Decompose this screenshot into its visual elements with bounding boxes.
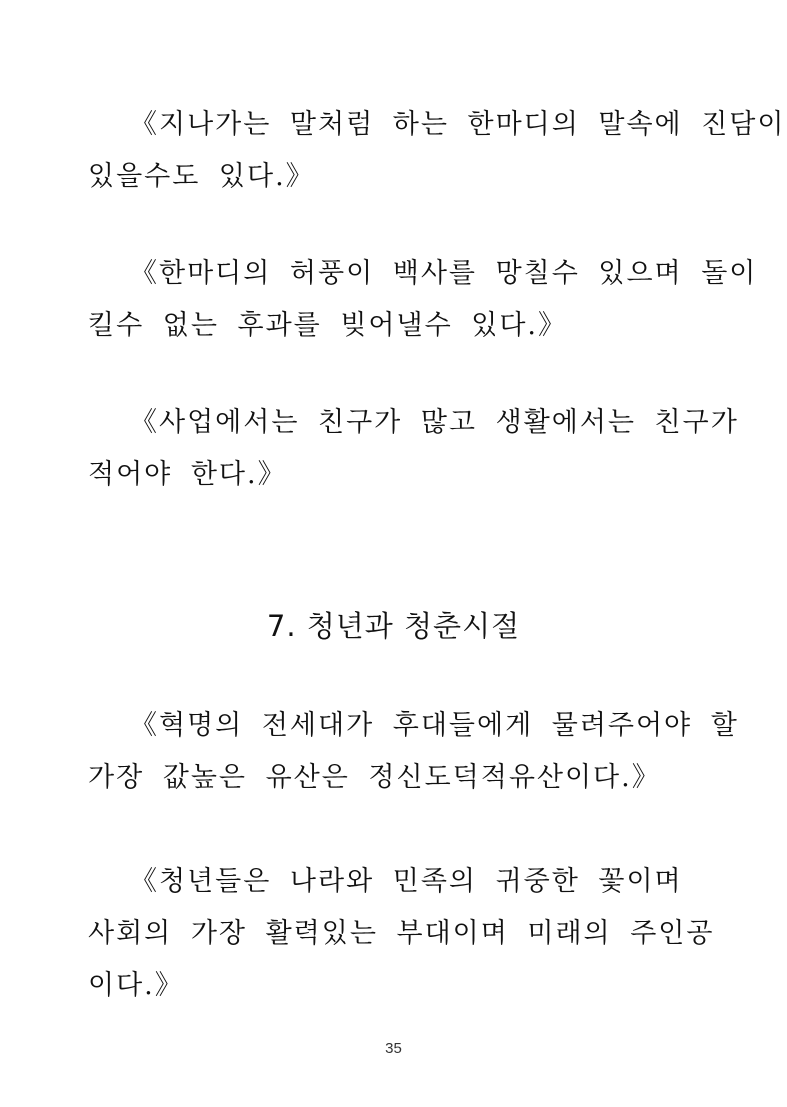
page-number: 35 (385, 1040, 402, 1057)
quote-line: 사회의 가장 활력있는 부대이며 미래의 주인공 (88, 918, 715, 949)
section-heading: 7. 청년과 청춘시절 (266, 609, 521, 643)
quote-line: 《지나가는 말처럼 하는 한마디의 말속에 진담이 (130, 109, 786, 140)
quote-line: 《한마디의 허풍이 백사를 망칠수 있으며 돌이 (130, 258, 758, 289)
quote-line: 가장 값높은 유산은 정신도덕적유산이다.》 (88, 762, 661, 793)
quote-5 (88, 856, 715, 1012)
quote-line: 《청년들은 나라와 민족의 귀중한 꽃이며 (130, 866, 683, 897)
quote-line: 《혁명의 전세대가 후대들에게 물려주어야 할 (130, 710, 739, 741)
quote-4 (88, 700, 739, 804)
quote-line: 《사업에서는 친구가 많고 생활에서는 친구가 (130, 407, 739, 438)
quote-3 (88, 397, 739, 501)
quote-line: 있을수도 있다.》 (88, 161, 315, 192)
quote-line: 킬수 없는 후과를 빚어낼수 있다.》 (88, 310, 567, 341)
quote-line: 적어야 한다.》 (88, 459, 287, 490)
quote-1 (88, 99, 786, 203)
quote-2 (88, 248, 758, 352)
quote-line: 이다.》 (88, 970, 184, 1001)
